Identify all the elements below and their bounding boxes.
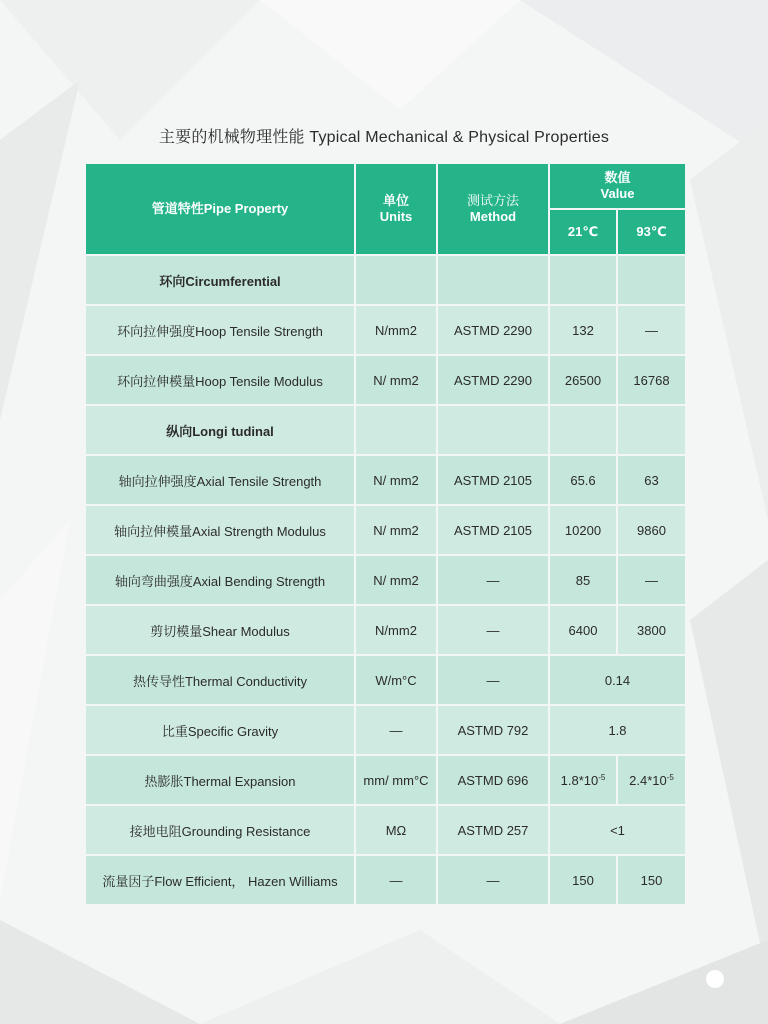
- cell-property: 接地电阻Grounding Resistance: [86, 806, 354, 854]
- cell-method: ASTMD 696: [438, 756, 548, 804]
- cell-v1: 65.6: [550, 456, 616, 504]
- header-value-en: Value: [600, 186, 635, 201]
- cell-method: —: [438, 856, 548, 904]
- table-row: [86, 656, 685, 704]
- table-body: [86, 256, 685, 904]
- cell-v1: 150: [550, 856, 616, 904]
- cell-v2: 3800: [618, 606, 685, 654]
- v1-exponent: -5: [598, 772, 606, 782]
- cell-v2: [618, 256, 685, 304]
- cell-method: ASTMD 2290: [438, 306, 548, 354]
- cell-v1: [550, 256, 616, 304]
- header-property: 管道特性Pipe Property: [86, 164, 354, 254]
- header-temp-93: 93℃: [618, 210, 685, 254]
- table-row: [86, 356, 685, 404]
- cell-unit: —: [356, 856, 436, 904]
- table-row: [86, 256, 685, 304]
- properties-table: [84, 162, 687, 906]
- cell-unit: N/ mm2: [356, 356, 436, 404]
- table-row: [86, 856, 685, 904]
- table-row: [86, 806, 685, 854]
- cell-method: ASTMD 257: [438, 806, 548, 854]
- cell-v2: 9860: [618, 506, 685, 554]
- table-row: [86, 456, 685, 504]
- cell-property: 环向拉伸强度Hoop Tensile Strength: [86, 306, 354, 354]
- cell-unit: [356, 406, 436, 454]
- header-value: [550, 164, 685, 208]
- header-method-en: Method: [469, 209, 517, 224]
- table-row: [86, 406, 685, 454]
- cell-v1: 26500: [550, 356, 616, 404]
- cell-v2: [618, 406, 685, 454]
- header-units-en: Units: [379, 209, 413, 224]
- cell-property: 轴向弯曲强度Axial Bending Strength: [86, 556, 354, 604]
- cell-v1: 6400: [550, 606, 616, 654]
- header-units-cn: 单位: [382, 193, 409, 208]
- cell-property: 轴向拉伸模量Axial Strength Modulus: [86, 506, 354, 554]
- cell-property: 剪切模量Shear Modulus: [86, 606, 354, 654]
- cell-method: —: [438, 656, 548, 704]
- cell-property: 流量因子Flow Efficient， Hazen Williams: [86, 856, 354, 904]
- cell-property: 热传导性Thermal Conductivity: [86, 656, 354, 704]
- cell-unit: MΩ: [356, 806, 436, 854]
- cell-method: —: [438, 606, 548, 654]
- cell-property: 热膨胀Thermal Expansion: [86, 756, 354, 804]
- cell-v1: [550, 756, 616, 804]
- cell-method: ASTMD 2105: [438, 456, 548, 504]
- header-row: [86, 164, 685, 208]
- header-method: [438, 164, 548, 254]
- cell-unit: N/mm2: [356, 306, 436, 354]
- cell-unit: N/ mm2: [356, 556, 436, 604]
- cell-unit: mm/ mm°C: [356, 756, 436, 804]
- cell-value-merged: 0.14: [550, 656, 685, 704]
- v1-base: 1.8*10: [560, 772, 599, 788]
- table-row: [86, 556, 685, 604]
- cell-v1: [550, 406, 616, 454]
- cell-v2: 16768: [618, 356, 685, 404]
- page-title: 主要的机械物理性能 Typical Mechanical & Physical Properties: [158, 129, 610, 146]
- header-method-cn: 测试方法: [466, 193, 519, 208]
- cell-v1: 85: [550, 556, 616, 604]
- header-units: [356, 164, 436, 254]
- cell-v2: —: [618, 306, 685, 354]
- cell-v2: 63: [618, 456, 685, 504]
- cell-method: ASTMD 2290: [438, 356, 548, 404]
- table-row: [86, 506, 685, 554]
- header-temp-21: 21℃: [550, 210, 616, 254]
- table-row: [86, 606, 685, 654]
- v2-exponent: -5: [666, 772, 674, 782]
- table-row: [86, 306, 685, 354]
- cell-v2: —: [618, 556, 685, 604]
- v2-base: 2.4*10: [629, 772, 667, 788]
- cell-unit: W/m°C: [356, 656, 436, 704]
- cell-method: —: [438, 556, 548, 604]
- cell-v2: [618, 756, 685, 804]
- section-longitudinal: 纵向Longi tudinal: [86, 406, 354, 454]
- header-value-cn: 数值: [604, 170, 631, 185]
- cell-property: 环向拉伸模量Hoop Tensile Modulus: [86, 356, 354, 404]
- cell-method: ASTMD 2105: [438, 506, 548, 554]
- cell-method: [438, 406, 548, 454]
- cell-method: [438, 256, 548, 304]
- cell-v1: 132: [550, 306, 616, 354]
- table-row: [86, 756, 685, 804]
- table-row: [86, 706, 685, 754]
- cell-unit: —: [356, 706, 436, 754]
- cell-unit: N/ mm2: [356, 506, 436, 554]
- cell-v2: 150: [618, 856, 685, 904]
- cell-unit: [356, 256, 436, 304]
- cell-value-merged: <1: [550, 806, 685, 854]
- cell-v1: 10200: [550, 506, 616, 554]
- cell-property: 比重Specific Gravity: [86, 706, 354, 754]
- cell-property: 轴向拉伸强度Axial Tensile Strength: [86, 456, 354, 504]
- decorative-dot: [706, 970, 724, 988]
- cell-unit: N/mm2: [356, 606, 436, 654]
- cell-method: ASTMD 792: [438, 706, 548, 754]
- section-circumferential: 环向Circumferential: [86, 256, 354, 304]
- cell-unit: N/ mm2: [356, 456, 436, 504]
- cell-value-merged: 1.8: [550, 706, 685, 754]
